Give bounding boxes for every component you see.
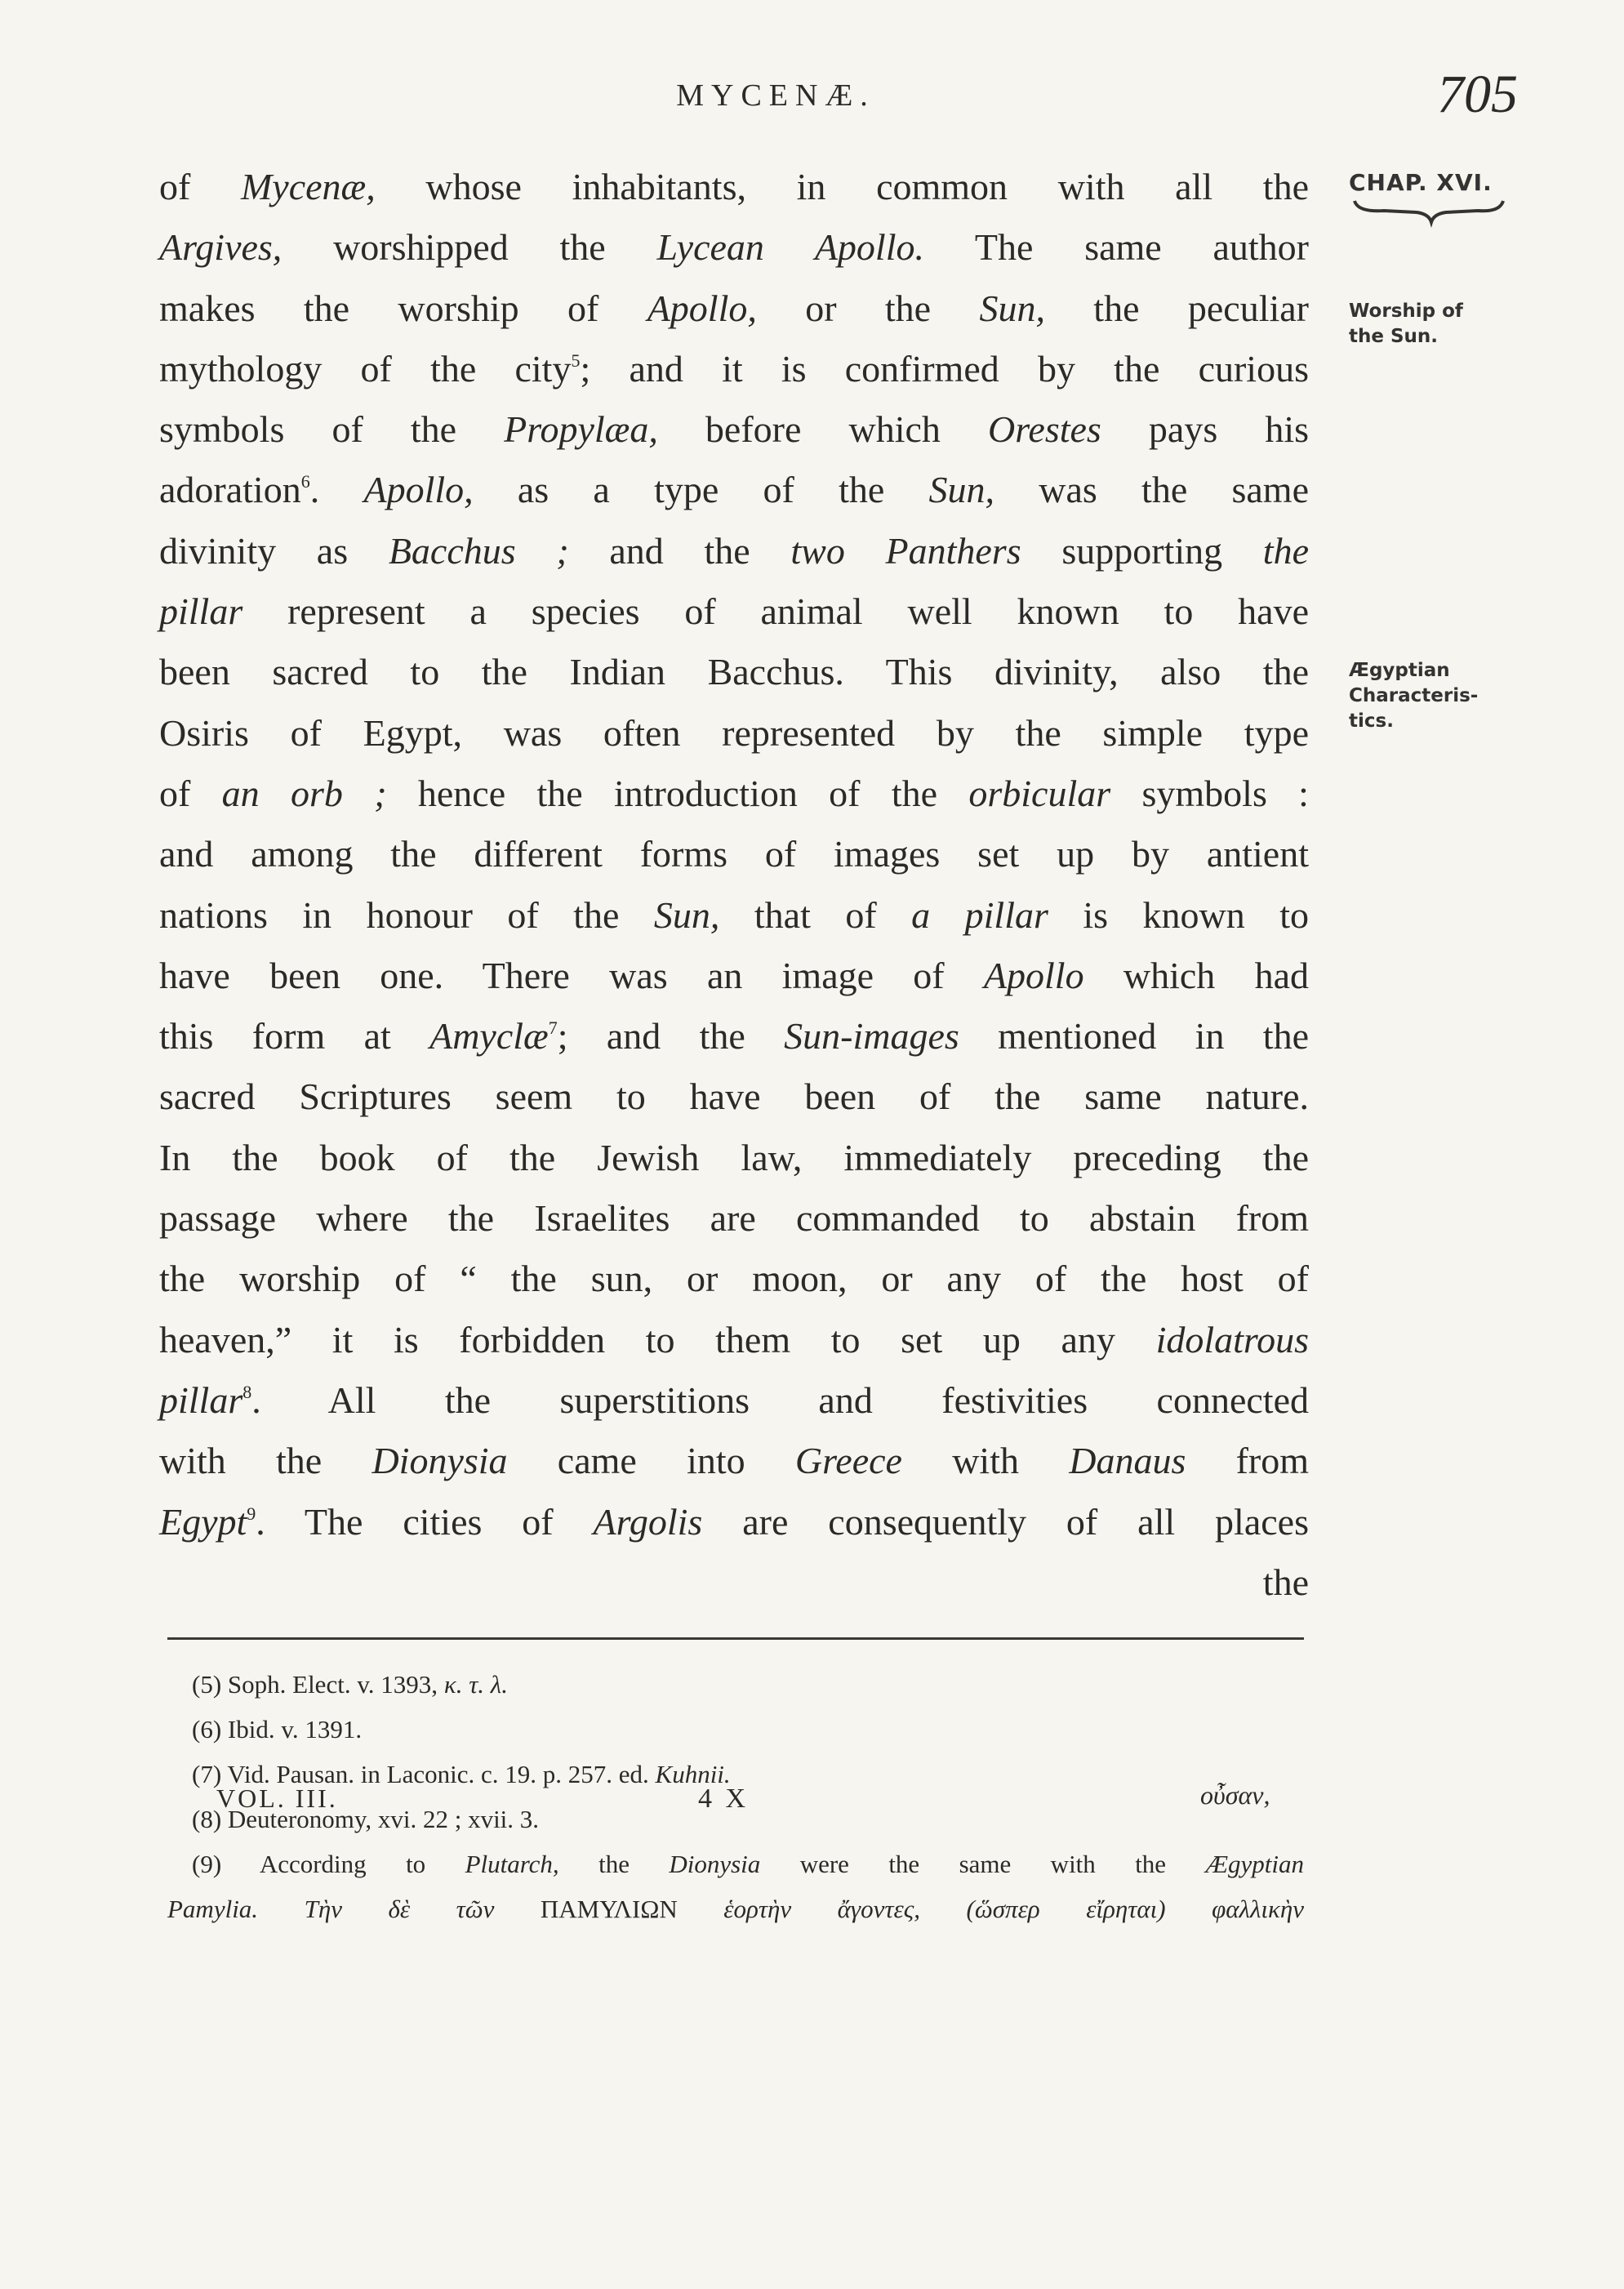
text-line: pillar represent a species of animal well known to have (159, 590, 1309, 633)
text-line-catch: the (1262, 1561, 1309, 1603)
page-number: 705 (1437, 65, 1518, 124)
text-line: passage where the Israelites are commanded to abstain from (159, 1197, 1309, 1240)
volume-signature: VOL. III. (216, 1784, 338, 1813)
marginal-note-worship (1349, 299, 1504, 350)
footnote-line: (9) According to Plutarch, the Dionysia were the same with the Ægyptian (192, 1850, 1305, 1878)
gathering-mark: 4 X (698, 1784, 750, 1814)
text-line: been sacred to the Indian Bacchus. This divinity, also the (159, 651, 1309, 693)
footnote-line: (7) Vid. Pausan. in Laconic. c. 19. p. 257. ed. Kuhnii. (192, 1760, 731, 1788)
marginal-note-line: tics. (1349, 710, 1394, 732)
text-line: Egypt$^9$. The cities of Argolis are consequently of all places (159, 1500, 1309, 1543)
footnote-line: (8) Deuteronomy, xvi. 22 ; xvii. 3. (192, 1805, 540, 1833)
text-line: symbols of the Propylæa, before which Orestes pays his (159, 408, 1310, 451)
text-line: the worship of “ the sun, or moon, or any of the host of (159, 1258, 1309, 1300)
body-text (159, 157, 1309, 1613)
text-line: sacred Scriptures seem to have been of the same nature. (159, 1075, 1309, 1118)
marginal-note-line: Worship of (1349, 301, 1463, 322)
catchword: οὖσαν, (1200, 1780, 1270, 1810)
running-head: MYCENÆ. (676, 78, 875, 113)
chapter-brace-ornament (1351, 198, 1506, 230)
text-line: adoration$^6$. Apollo, as a type of the Sun, was the same (159, 469, 1309, 511)
text-line: divinity as Bacchus ; and the two Panthers supporting the (159, 529, 1309, 572)
marginal-note-line: Characteris- (1349, 685, 1479, 706)
text-line: and among the different forms of images set up by antient (159, 833, 1309, 875)
footnote-line: Pamylia. Τὴν δὲ τῶν ΠΑΜΥΛΙΩΝ ἑορτὴν ἄγοντες, (ὥσπερ εἴρηται) φαλλικὴν (167, 1895, 1305, 1923)
text-line: Osiris of Egypt, was often represented by the simple type (159, 711, 1309, 754)
text-line: heaven,” it is forbidden to them to set up any idolatrous (159, 1318, 1309, 1360)
text-line: have been one. There was an image of Apollo which had (159, 954, 1309, 996)
text-line: with the Dionysia came into Greece with Danaus from (159, 1440, 1310, 1482)
footnote-line: (6) Ibid. v. 1391. (192, 1715, 363, 1743)
text-line: nations in honour of the Sun, that of a pillar is known to (159, 893, 1310, 936)
marginal-note-line: Ægyptian (1349, 660, 1450, 681)
text-line: In the book of the Jewish law, immediately preceding the (159, 1136, 1309, 1178)
text-line: this form at Amyclæ$^7$; and the Sun-images mentioned in the (159, 1015, 1309, 1058)
text-line: of Mycenæ, whose inhabitants, in common with all the (159, 166, 1309, 207)
footnote-rule (167, 1637, 1304, 1640)
text-line: of an orb ; hence the introduction of the orbicular symbols : (159, 772, 1309, 814)
text-line: Argives, worshipped the Lycean Apollo. The same author (159, 226, 1309, 269)
chapter-marginal-heading: CHAP. XVI. (1349, 169, 1493, 196)
marginal-note-egyptian (1349, 658, 1504, 734)
text-line: mythology of the city$^5$; and it is confirmed by the curious (159, 347, 1309, 390)
text-line: pillar$^8$. All the superstitions and festivities connected (159, 1378, 1309, 1421)
marginal-note-line: the Sun. (1349, 326, 1439, 347)
text-line: makes the worship of Apollo, or the Sun, the peculiar (159, 287, 1309, 329)
footnote-line: (5) Soph. Elect. v. 1393, κ. τ. λ. (192, 1670, 508, 1699)
